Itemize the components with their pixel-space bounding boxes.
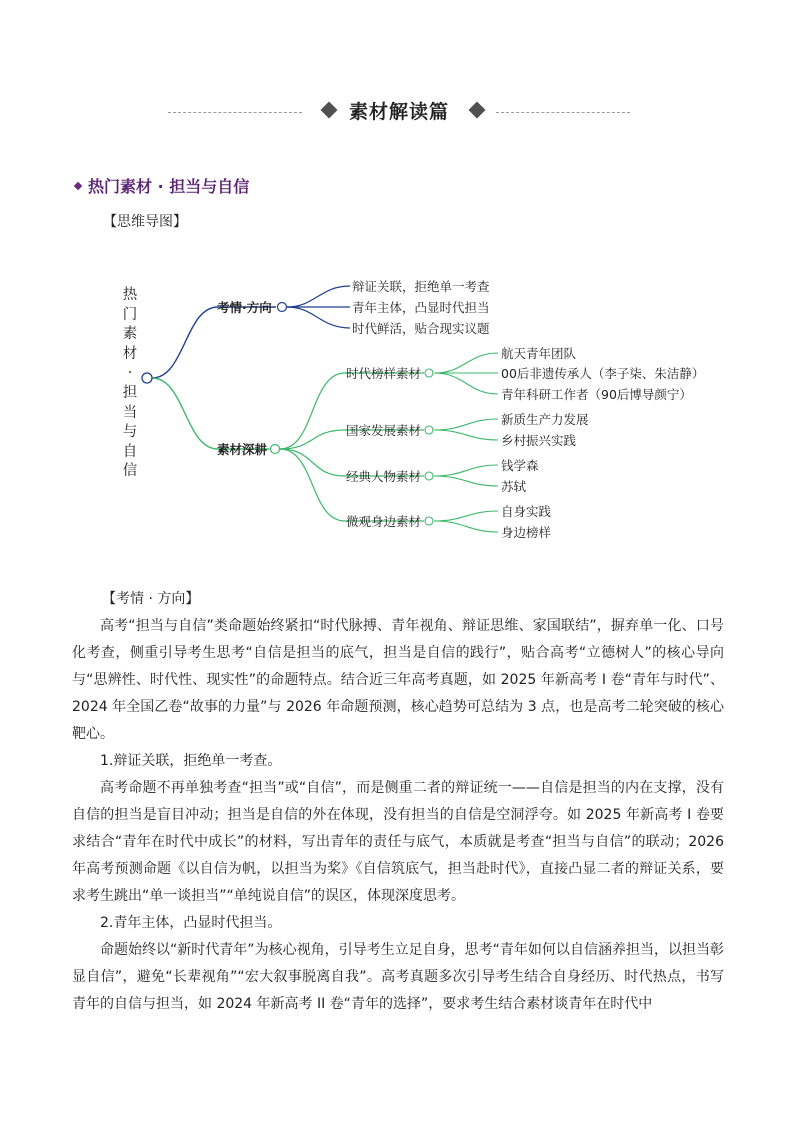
root-node-circle xyxy=(142,373,152,383)
connector-root-branch1 xyxy=(152,307,276,378)
group1-node-circle xyxy=(425,369,433,377)
connector-branch1-leaf3 xyxy=(287,307,350,328)
connector-g4-leaf2 xyxy=(434,521,498,532)
group-leaf: 00后非遗传承人（李子柒、朱洁静） xyxy=(501,366,705,381)
header-dotted-line-right xyxy=(496,112,630,113)
branch1-leaf: 辩证关联，拒绝单一考查 xyxy=(352,279,490,294)
header-dotted-line-left xyxy=(168,112,302,113)
mindmap-root: 热 门 素 材 · 担 当 与 自 信 xyxy=(122,287,138,480)
group-label: 国家发展素材 xyxy=(346,423,422,438)
paragraph: 高考“担当与自信”类命题始终紧扣“时代脉搏、青年视角、辩证思维、家国联结”，摒弃单一化、口号化考查，侧重引导考生思考“自信是担当的底气，担当是自信的践行”，贴合高考“立德树人”的核心导向与“思辨性、时代性、现实性”的命题特点。结合近三年高考真题，如 2025 年新高考 I 卷“青年与时代”、2024 年全国乙卷“故事的力量”与 2026 年命题预测，核心趋势可总结为 3 点，也是高考二轮突破的核心靶心。 xyxy=(72,618,724,742)
group-leaf: 苏轼 xyxy=(501,479,527,494)
diamond-icon xyxy=(469,102,486,119)
connector-g2-leaf1 xyxy=(434,419,498,430)
group-label: 经典人物素材 xyxy=(346,469,422,484)
group4-node-circle xyxy=(425,517,433,525)
connector-branch2-group4 xyxy=(280,449,424,521)
group-leaf: 身边榜样 xyxy=(501,525,552,540)
connector-g2-leaf2 xyxy=(434,430,498,440)
branch2-label: 素材深耕 xyxy=(217,442,268,457)
connector-g3-leaf1 xyxy=(434,465,498,476)
branch1-leaf: 青年主体，凸显时代担当 xyxy=(352,300,490,315)
connector-g1-leaf3 xyxy=(434,373,498,394)
connector-branch1-leaf1 xyxy=(287,286,350,307)
connector-g4-leaf1 xyxy=(434,511,498,521)
item-title: 2.青年主体，凸显时代担当。 xyxy=(100,915,282,931)
group-leaf: 钱学森 xyxy=(501,458,539,473)
connector-g3-leaf2 xyxy=(434,476,498,486)
paragraph: 命题始终以“新时代青年”为核心视角，引导考生立足自身，思考“青年如何以自信涵养担当，以担当彰显自信”，避免“长辈视角”“宏大叙事脱离自我”。高考真题多次引导考生结合自身经历、时代热点，书写青年的自信与担当，如 2024 年新高考 II 卷“青年的选择”，要求考生结合素材谈青年在时代中 xyxy=(72,942,724,1012)
group2-node-circle xyxy=(425,426,433,434)
item-title: 1.辩证关联，拒绝单一考查。 xyxy=(100,753,282,769)
connector-g1-leaf1 xyxy=(434,353,498,373)
page-header xyxy=(0,96,794,128)
body-text xyxy=(72,586,724,1018)
group-label: 微观身边素材 xyxy=(346,514,422,529)
group-leaf: 乡村振兴实践 xyxy=(501,433,577,448)
paragraph: 高考命题不再单独考查“担当”或“自信”，而是侧重二者的辩证统一——自信是担当的内在支撑，没有自信的担当是盲目冲动；担当是自信的外在体现，没有担当的自信是空洞浮夸。如 2025 年新高考 I 卷要求结合“青年在时代中成长”的材料，写出青年的责任与底气，本质就是考查“担当与自信”的联动；2026 年高考预测命题《以自信为帆，以担当为桨》《自信筑底气，担当赴时代》，直接凸显二者的辩证关系，要求考生跳出“单一谈担当”“单纯说自信”的误区，体现深度思考。 xyxy=(72,780,724,904)
mindmap xyxy=(0,250,794,560)
bullet-diamond-icon xyxy=(74,182,82,190)
group-leaf: 航天青年团队 xyxy=(501,346,577,361)
connector-root-branch2 xyxy=(152,378,269,449)
branch1-label: 考情·方向 xyxy=(217,300,272,315)
body-heading: 【考情 · 方向】 xyxy=(102,591,200,607)
diamond-icon xyxy=(321,102,338,119)
branch2-node-circle xyxy=(271,445,280,454)
header-title: 素材解读篇 xyxy=(348,101,449,123)
group-leaf: 自身实践 xyxy=(501,504,552,519)
group-label: 时代榜样素材 xyxy=(346,366,422,381)
branch1-leaf: 时代鲜活，贴合现实议题 xyxy=(352,321,490,336)
branch1-node-circle xyxy=(278,303,287,312)
group-leaf: 新质生产力发展 xyxy=(501,412,589,427)
group-leaf: 青年科研工作者（90后博导颜宁） xyxy=(501,387,692,402)
section-title-text: 热门素材 · 担当与自信 xyxy=(88,177,250,196)
group3-node-circle xyxy=(425,472,433,480)
mindmap-label: 【思维导图】 xyxy=(103,214,187,230)
